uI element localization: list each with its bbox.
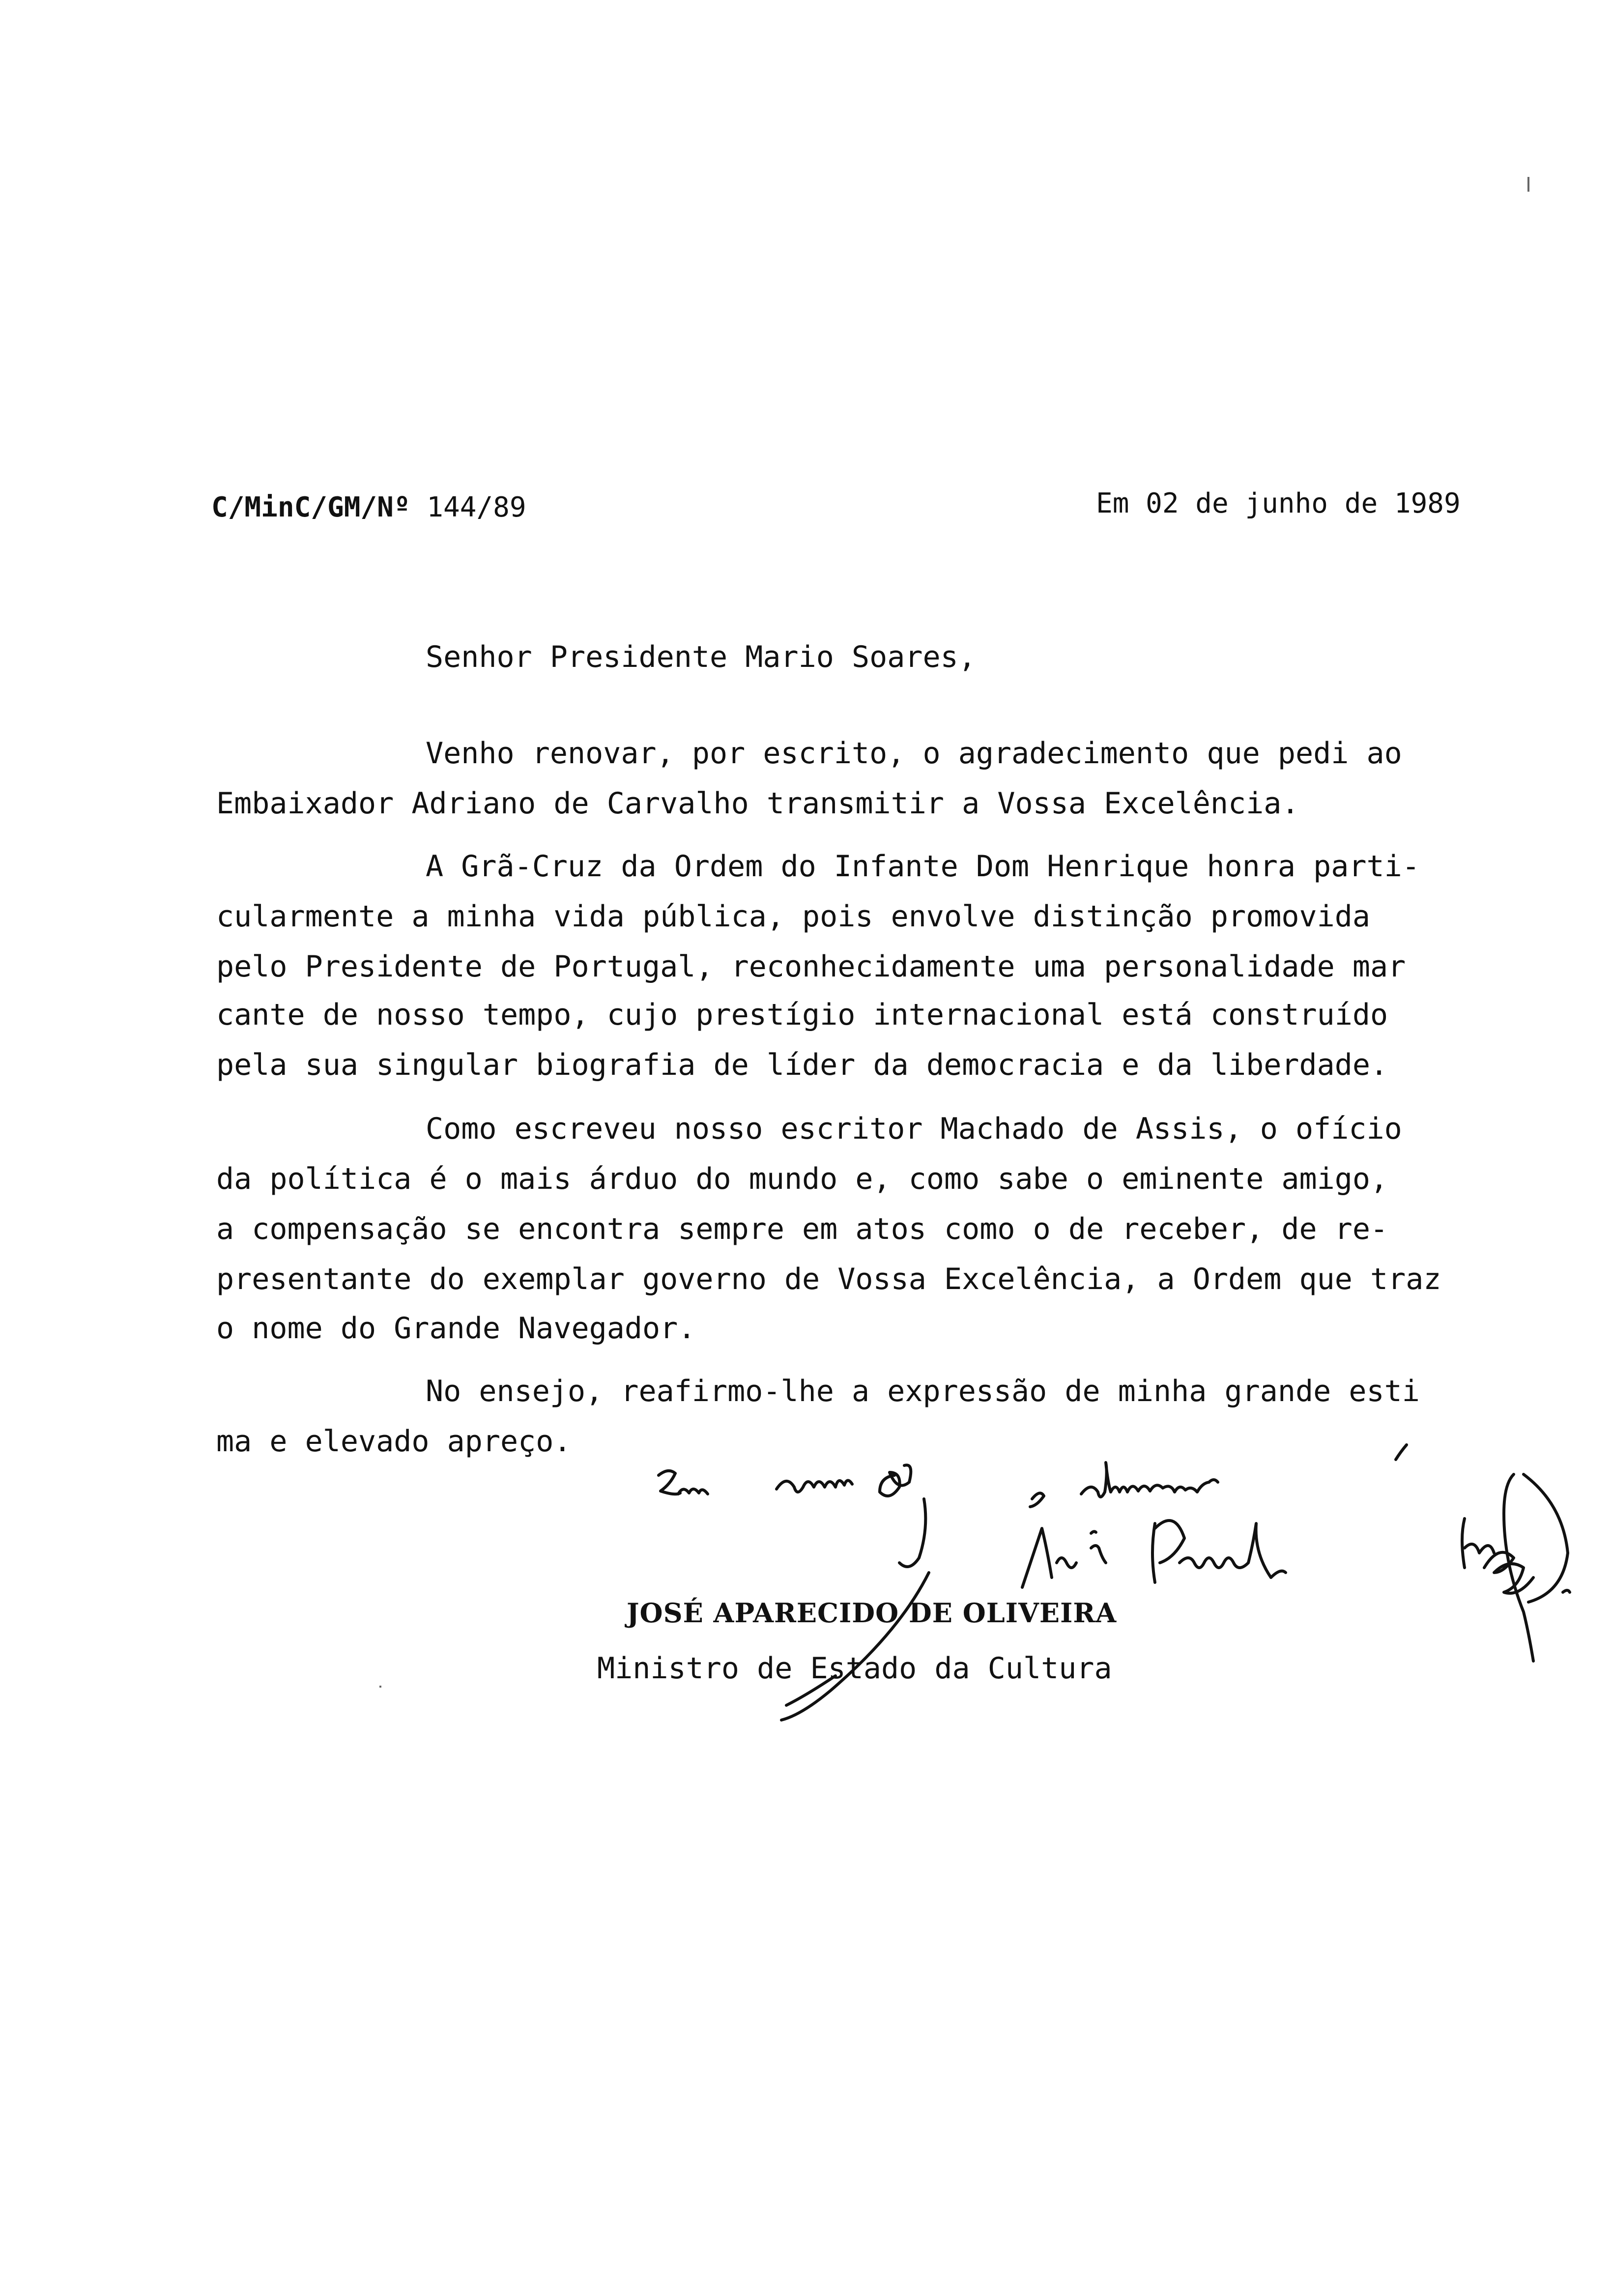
body-line: Venho renovar, por escrito, o agradecimento que pedi ao: [426, 736, 1402, 771]
body-line: A Grã-Cruz da Ordem do Infante Dom Henrique honra parti-: [426, 849, 1420, 884]
signer-title: Ministro de Estado da Cultura: [597, 1651, 1112, 1686]
body-line: presentante do exemplar governo de Vossa Excelência, a Ordem que traz: [216, 1262, 1441, 1296]
salutation: Senhor Presidente Mario Soares,: [426, 640, 976, 674]
body-line: pela sua singular biografia de líder da democracia e da liberdade.: [216, 1048, 1388, 1082]
scan-mark: [379, 1686, 381, 1688]
body-line: ma e elevado apreço.: [216, 1424, 572, 1459]
body-line: Embaixador Adriano de Carvalho transmitir a Vossa Excelência.: [216, 786, 1299, 821]
body-line: No ensejo, reafirmo-lhe a expressão de minha grande esti: [426, 1374, 1420, 1408]
body-line: cante de nosso tempo, cujo prestígio internacional está construído: [216, 998, 1388, 1032]
reference-number: [211, 491, 526, 523]
letter-date: Em 02 de junho de 1989: [1096, 488, 1461, 519]
reference-value: 144/89: [427, 491, 526, 523]
signer-name: JOSÉ APARECIDO DE OLIVEIRA: [627, 1597, 1117, 1629]
body-line: pelo Presidente de Portugal, reconhecidamente uma personalidade mar: [216, 949, 1406, 984]
scan-mark: [1527, 177, 1529, 192]
body-line: Como escreveu nosso escritor Machado de Assis, o ofício: [426, 1112, 1402, 1146]
body-line: o nome do Grande Navegador.: [216, 1311, 696, 1346]
body-line: a compensação se encontra sempre em atos como o de receber, de re-: [216, 1212, 1388, 1246]
reference-code: C/MinC/GM/Nº: [211, 491, 410, 523]
body-line: cularmente a minha vida pública, pois envolve distinção promovida: [216, 899, 1370, 934]
body-line: da política é o mais árduo do mundo e, como sabe o eminente amigo,: [216, 1162, 1388, 1196]
